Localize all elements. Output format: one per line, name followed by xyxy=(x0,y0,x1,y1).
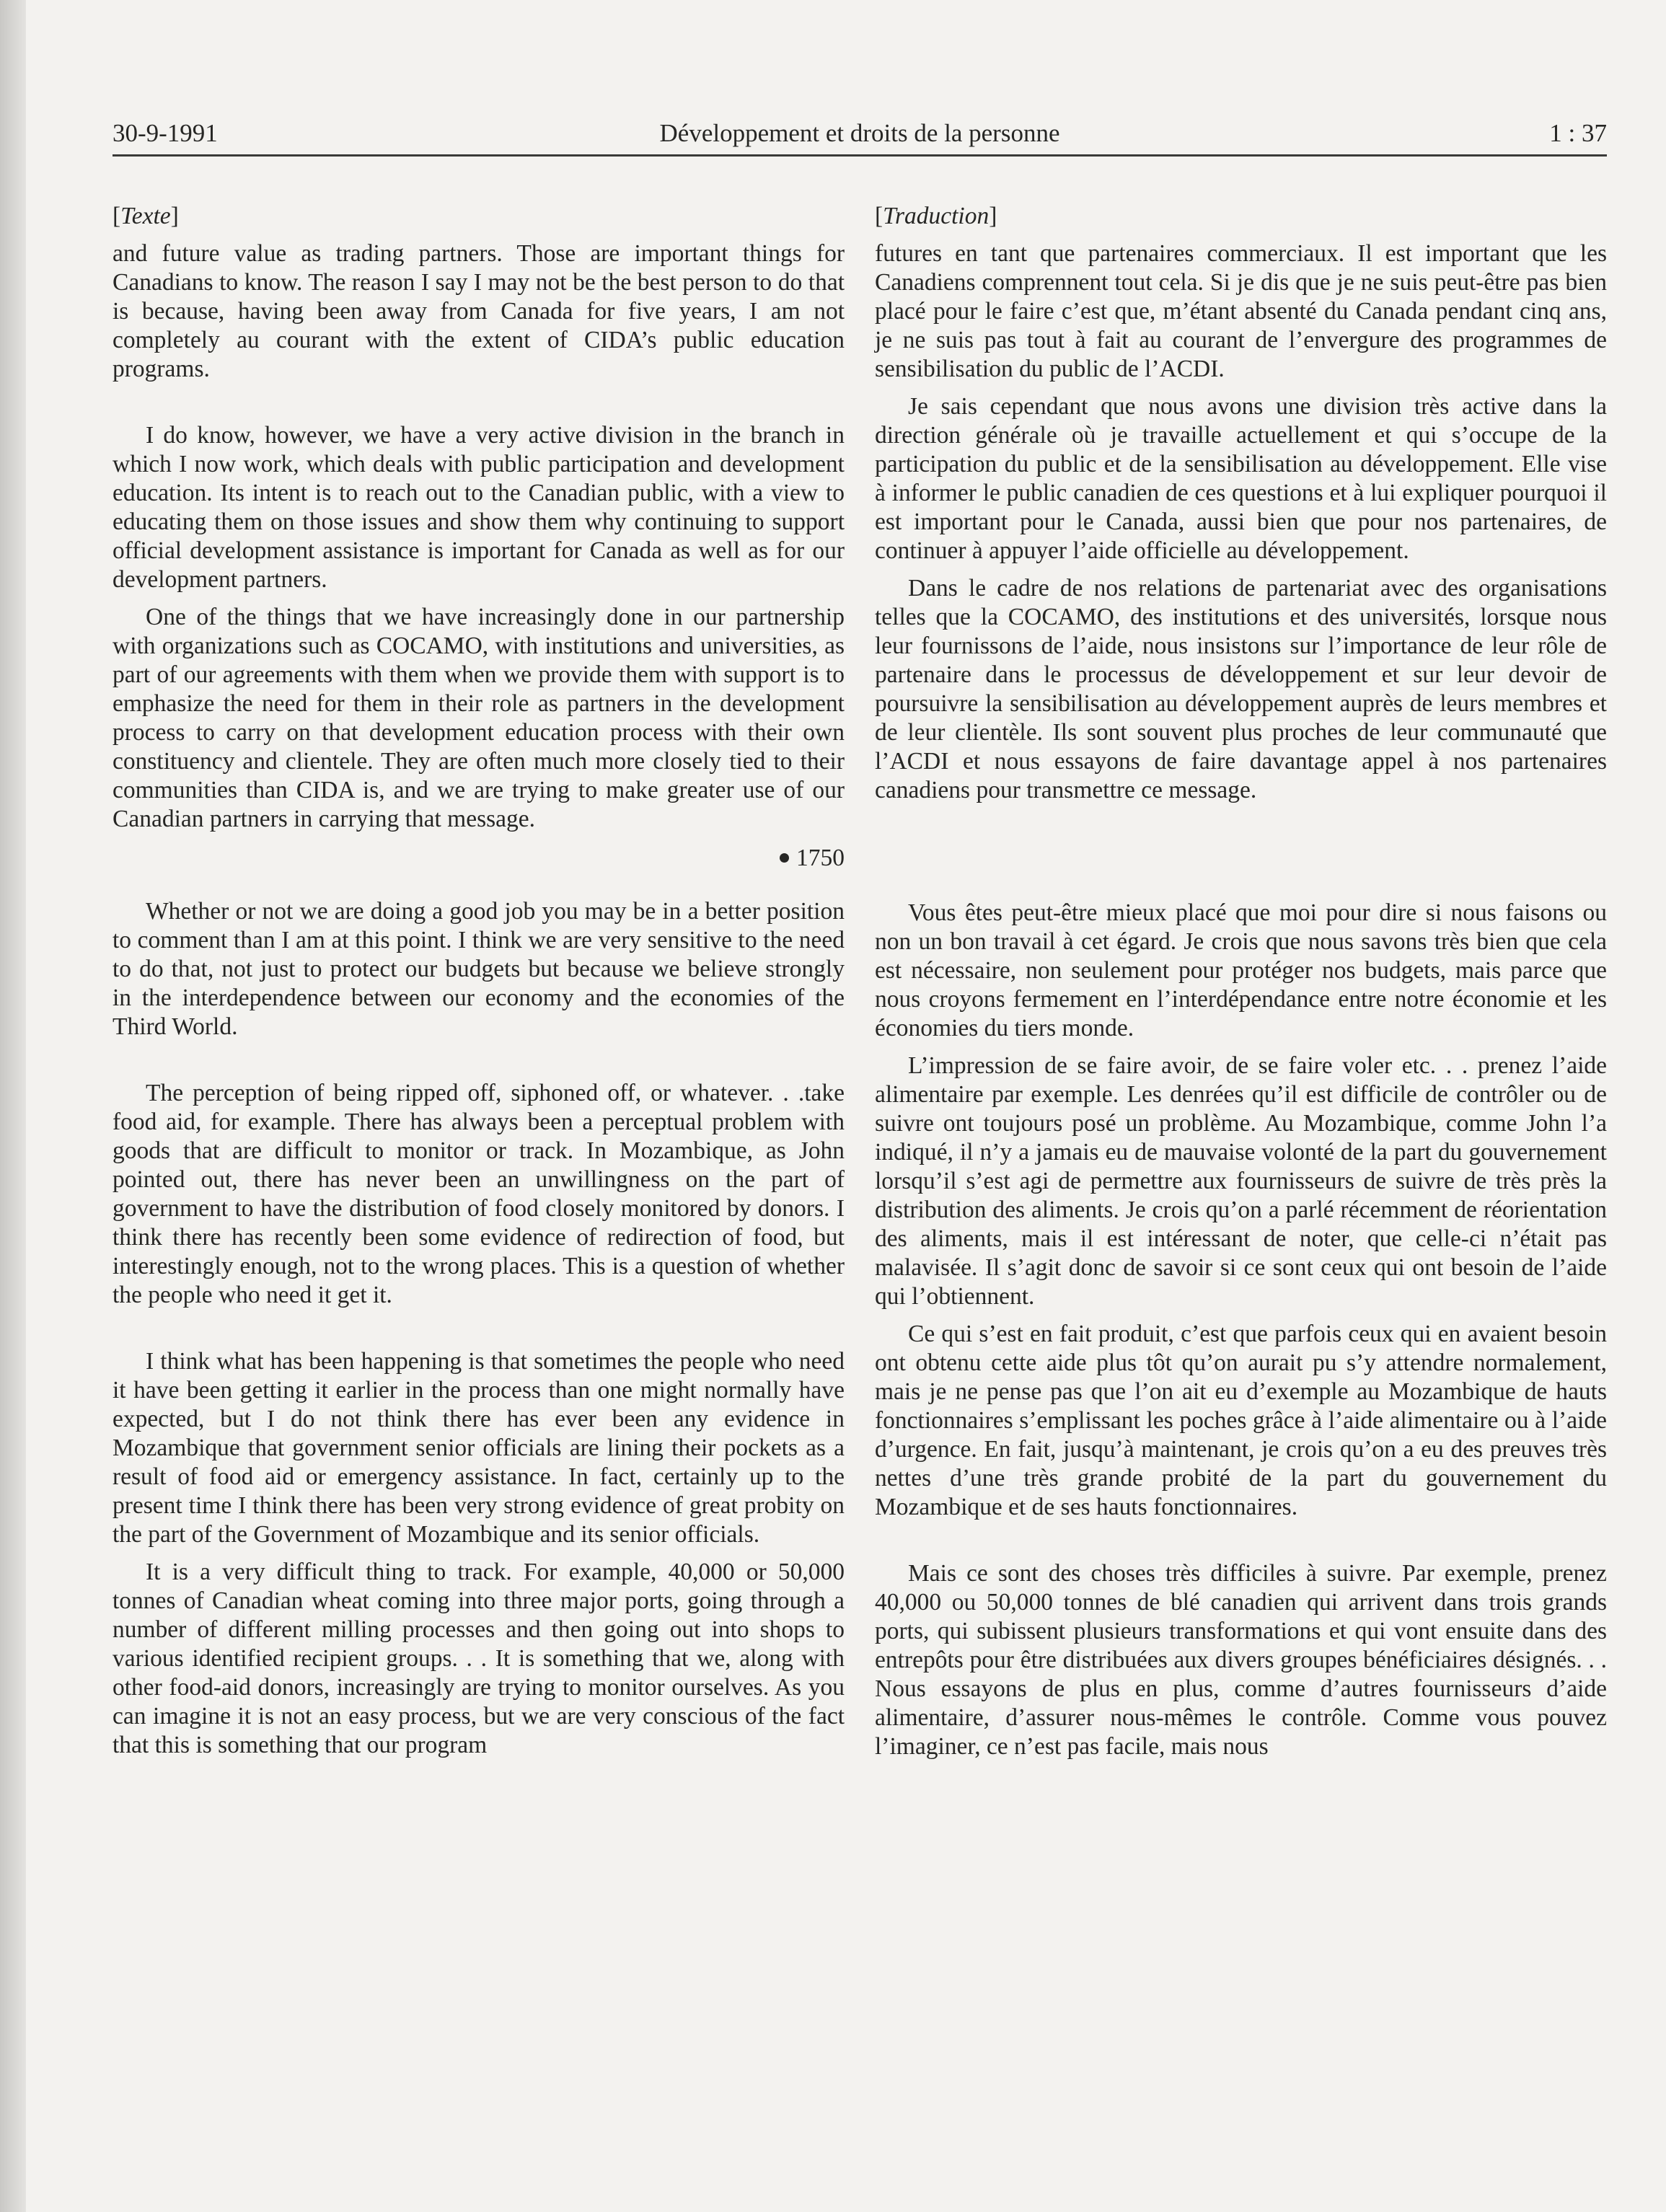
english-paragraph-1: and future value as trading partners. Those are important things for Canadians to know. The reason I say I may not be the best person to do that is because, having been away from Canada for five years, I am not completely au courant with the extent of CIDA’s public education programs. xyxy=(113,240,845,382)
english-paragraph-3: One of the things that we have increasingly done in our partnership with organizations such as COCAMO, with institutions and universities, as part of our agreements with them when we provide them with support is to emphasize the need for them in their role as partners in the development process to carry on that development education process with their own constituency and clientele. They are often much more closely tied to their communities than CIDA is, and we are trying to make greater use of our Canadian partners in carrying that message. xyxy=(113,604,845,832)
english-paragraph-5: The perception of being ripped off, siphoned off, or whatever. . .take food aid, for example. There has always been a perceptual problem with goods that are difficult to monitor or track. In Mozambique, as John pointed out, there has never been an unwillingness on the part of government to have the distribution of food closely monitored by donors. I think there has recently been some evidence of redirection of food, but interestingly enough, not to the wrong places. This is a question of whether the people who need it get it. xyxy=(113,1080,845,1308)
english-paragraph-4: Whether or not we are doing a good job you may be in a better position to comment than I am at this point. I think we are very sensitive to the need to do that, not just to protect our budgets but because we believe strongly in the interdependence between our economy and the economies of the Third World. xyxy=(113,898,845,1040)
english-paragraph-2: I do know, however, we have a very active division in the branch in which I now work, which deals with public participation and development education. Its intent is to reach out to the Canadian public, with a view to educating them on those issues and show them why continuing to support official development assistance is important for Canada as well as for our development partners. xyxy=(113,422,845,593)
english-column-label: [Texte] xyxy=(113,203,179,229)
french-column-label: [Traduction] xyxy=(875,203,997,229)
header-date: 30-9-1991 xyxy=(113,119,218,147)
english-paragraph-7: It is a very difficult thing to track. For example, 40,000 or 50,000 tonnes of Canadian wheat coming into three major ports, going through a number of different milling processes and then going out into shops to various identified recipient groups. . . It is something that we, along with other food-aid donors, increasingly are trying to monitor ourselves. As you can imagine it is not an easy process, but we are very conscious of the fact that this is something that our program xyxy=(113,1559,845,1758)
french-paragraph-4: Vous êtes peut-être mieux placé que moi pour dire si nous faisons ou non un bon travail à cet égard. Je crois que nous savons très bien que cela est nécessaire, non seulement pour protéger nos budgets, mais parce que nous croyons fermement en l’interdépendance entre notre économie et les économies du tiers monde. xyxy=(875,899,1607,1041)
bullet-icon xyxy=(780,853,789,863)
english-paragraph-6: I think what has been happening is that sometimes the people who need it have been getting it earlier in the process than one might normally have expected, but I do not think there has ever been any evidence in Mozambique that government senior officials are lining their pockets as a result of food aid or emergency assistance. In fact, certainly up to the present time I think there has been very strong evidence of great probity on the part of the Government of Mozambique and its senior officials. xyxy=(113,1348,845,1548)
french-paragraph-6: Ce qui s’est en fait produit, c’est que parfois ceux qui en avaient besoin ont obtenu cette aide plus tôt qu’on aurait pu s’y attendre normalement, mais je ne pense pas que l’on ait eu d’exemple au Mozambique de hauts fonctionnaires s’emplissant les poches grâce à l’aide alimentaire ou à l’aide d’urgence. En fait, jusqu’à maintenant, je crois qu’on a eu des preuves très nettes d’une très grande probité de la part du gouvernement du Mozambique et de ses hauts fonctionnaires. xyxy=(875,1321,1607,1520)
time-marker xyxy=(113,844,845,873)
page-gutter-shadow xyxy=(0,0,26,2212)
header-title: Développement et droits de la personne xyxy=(659,119,1060,147)
french-paragraph-7: Mais ce sont des choses très difficiles à suivre. Par exemple, prenez 40,000 ou 50,000 tonnes de blé canadien qui arrivent dans trois grands ports, qui subissent plusieurs transformations et qui vont ensuite dans des entrepôts pour être distribuées aux divers groupes bénéficiaires désignés. . . Nous essayons de plus en plus, comme d’autres fournisseurs d’aide alimentaire, d’assurer nous-mêmes le contrôle. Comme vous pouvez l’imaginer, ce n’est pas facile, mais nous xyxy=(875,1560,1607,1760)
french-paragraph-5: L’impression de se faire avoir, de se faire voler etc. . . prenez l’aide alimentaire par exemple. Les denrées qu’il est difficile de contrôler ou de suivre ont toujours posé un problème. Au Mozambique, comme John l’a indiqué, il n’y a jamais eu de mauvaise volonté de la part du gouvernement lorsqu’il s’est agi de permettre aux fournisseurs de suivre de très près la distribution des aliments. Je crois qu’on a parlé récemment de réorientation des aliments, mais il est intéressant de noter, que celle-ci n’était pas malavisée. Il s’agit donc de savoir si ce sont ceux qui ont besoin de l’aide qui l’obtiennent. xyxy=(875,1052,1607,1310)
french-paragraph-1: futures en tant que partenaires commerciaux. Il est important que les Canadiens comprennent tout cela. Si je dis que je ne suis peut-être pas bien placé pour le faire c’est que, m’étant absenté du Canada pendant cinq ans, je ne suis pas tout à fait au courant de l’envergure des programmes de sensibilisation du public de l’ACDI. xyxy=(875,240,1607,382)
french-paragraph-3: Dans le cadre de nos relations de partenariat avec des organisations telles que la COCAMO, des institutions et des universités, lorsque nous leur fournissons de l’aide, nous insistons sur l’importance de leur rôle de partenaire dans le processus de développement et sur leur devoir de poursuivre la sensibilisation au développement auprès de leurs membres et de leur clientèle. Ils sont souvent plus proches de leur communauté que l’ACDI et nous essayons de faire davantage appel à nos partenaires canadiens pour transmettre ce message. xyxy=(875,575,1607,803)
french-paragraph-2: Je sais cependant que nous avons une division très active dans la direction générale où je travaille actuellement et qui s’occupe de la participation du public et de la sensibilisation au développement. Elle vise à informer le public canadien de ces questions et à lui expliquer pourquoi il est important pour le Canada, aussi bien que pour nos partenaires, de continuer à appuyer l’aide officielle au développement. xyxy=(875,393,1607,564)
header-page-number: 1 : 37 xyxy=(1549,119,1607,147)
french-column xyxy=(875,202,1607,1761)
running-header xyxy=(113,111,1607,157)
time-marker-value: 1750 xyxy=(796,845,845,871)
english-column xyxy=(113,202,845,1760)
